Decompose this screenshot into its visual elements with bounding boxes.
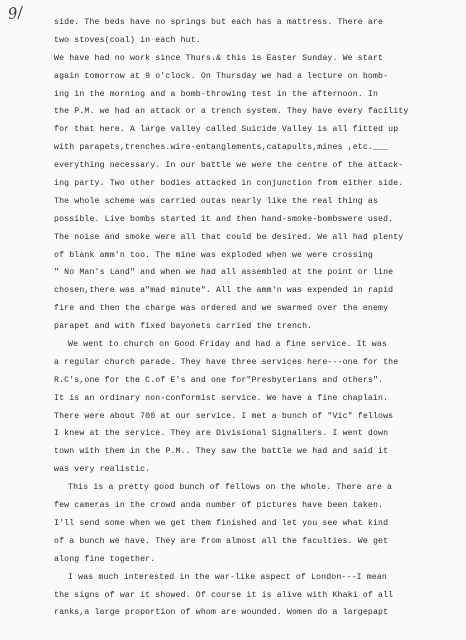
text-line: town with them in the P.M.. They saw the battle we had and said it (54, 447, 389, 457)
text-line: the P.M. we had an attack or a trench system. They have every facility (54, 107, 409, 117)
text-line: " No Man's Land" and when we had all assembled at the point or line (54, 268, 394, 278)
text-line: I'll send some when we get them finished and let you see what kind (54, 518, 389, 528)
text-line: side. The beds have no springs but each has a mattress. There are (54, 18, 384, 27)
text-line: We have had no work since Thurs.& this is Easter Sunday. We start (54, 53, 384, 63)
text-line: It is an ordinary non-conformist service. We have a fine chaplain. (54, 393, 389, 403)
typewritten-text (54, 14, 464, 622)
text-line: R.C's,one for the C.of E's and one for"Presbyterians and others". (54, 375, 384, 385)
text-line: the signs of war it showed. Of course it is alive with Khaki of all (54, 590, 394, 600)
text-line: two stoves(coal) in each hut. (54, 35, 201, 45)
text-line: This is a pretty good bunch of fellows on the whole. There are a (68, 483, 393, 493)
text-line: possible. Live bombs started it and then hand-smoke-bombswere used. (54, 214, 394, 224)
text-line: few cameras in the crowd anda number of pictures have been taken. (54, 501, 384, 511)
text-line: of a bunch we have. They are from almost all the faculties. We get (54, 536, 389, 546)
text-line: fire and then the charge was ordered and we swarmed over the enemy (54, 304, 389, 314)
text-line: We went to church on Good Friday and had a fine service. It was (68, 340, 387, 350)
text-line: everything necessary. In our battle we were the centre of the attack- (54, 161, 404, 171)
text-line: again tomorrow at 9 o'clock. On Thursday we had a lecture on bomb- (54, 71, 389, 81)
text-line: ing party. Two other bodies attacked in conjunction from either side. (54, 179, 404, 189)
text-line: with parapets,trenches.wire-entanglements,catapults,mines ,etc.___ (54, 143, 389, 153)
text-line: chosen,there was a"mad minute". All the amm'n was expended in rapid (54, 286, 394, 296)
page-number: 9/ (6, 3, 24, 23)
text-line: a regular church parade. They have three services here---one for the (54, 357, 399, 367)
text-line: ing in the morning and a bomb-throwing test in the afternoon. In (54, 89, 379, 99)
text-line: for that here. A large valley called Suicide Valley is all fitted up (54, 125, 399, 135)
text-line: I was much interested in the war-like aspect of London---I mean (68, 572, 387, 582)
text-line: parapet and with fixed bayonets carried the trench. (54, 322, 313, 332)
text-line: The whole scheme was carried outas nearly like the real thing as (54, 196, 379, 206)
text-line: The noise and smoke were all that could be desired. We all had plenty (54, 232, 404, 242)
text-line: along fine together. (54, 554, 156, 564)
text-line: of blank amm'n too. The mine was exploded when we were crossing (54, 250, 373, 260)
text-line: I knew at the service. They are Divisional Signallers. I went down (54, 429, 389, 439)
text-line: ranks,a large proportion of whom are wounded. Women do a largepapt (54, 608, 389, 618)
text-line: was very realistic. (54, 465, 151, 475)
text-line: There were about 700 at our service. I met a bunch of "Vic" fellows (54, 411, 394, 421)
